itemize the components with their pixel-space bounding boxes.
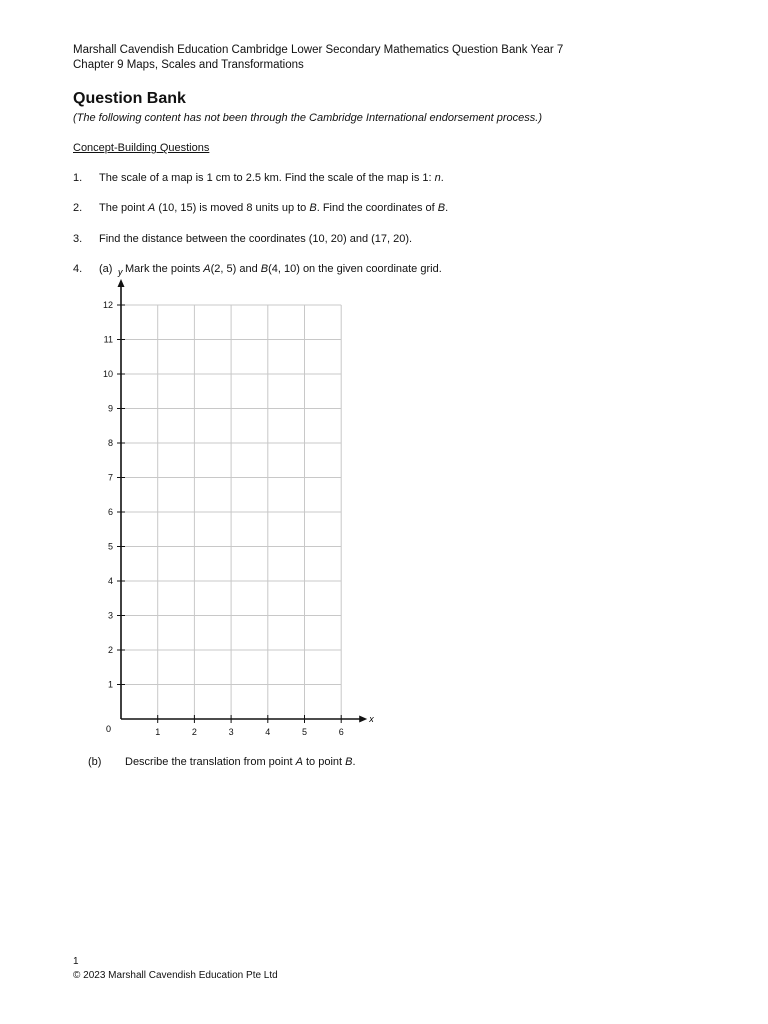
question-number: 1. <box>73 172 83 184</box>
tick-marks <box>117 305 341 723</box>
question-text: Mark the points <box>125 263 204 275</box>
question-variable: B <box>437 202 446 214</box>
y-tick-label: 6 <box>107 507 113 517</box>
y-tick-label: 8 <box>107 438 113 448</box>
question-text: . <box>352 756 356 768</box>
x-tick-label: 4 <box>265 727 271 737</box>
copyright-notice: © 2023 Marshall Cavendish Education Pte Ltd <box>73 970 278 981</box>
section-heading: Concept-Building Questions <box>73 142 210 154</box>
question-text: The point <box>99 202 148 214</box>
tick-labels <box>103 300 344 737</box>
origin-label: 0 <box>105 724 111 734</box>
question-number: 4. <box>73 263 83 275</box>
question-number: 3. <box>73 233 83 245</box>
y-tick-label: 7 <box>107 472 113 483</box>
question-variable: B <box>309 202 317 214</box>
question-part-label: (b) <box>88 756 102 768</box>
x-axis-arrow <box>359 716 367 723</box>
y-tick-label: 11 <box>103 334 113 345</box>
y-tick-label: 10 <box>102 369 113 379</box>
y-axis-arrow <box>118 279 125 287</box>
question-number: 2. <box>73 202 83 214</box>
x-tick-label: 6 <box>338 727 344 737</box>
question-variable: B <box>260 263 269 275</box>
question-variable: n <box>434 172 441 184</box>
x-tick-label: 3 <box>228 727 234 737</box>
y-tick-label: 4 <box>107 576 113 586</box>
question-4a <box>73 263 442 275</box>
page-title: Question Bank <box>73 90 186 107</box>
page-number: 1 <box>73 956 79 967</box>
question-variable: A <box>295 756 303 768</box>
question-1 <box>73 172 444 184</box>
question-text: (10, 15) is moved 8 units up to <box>155 202 310 214</box>
header-line-2: Chapter 9 Maps, Scales and Transformations <box>73 59 304 71</box>
y-tick-label: 12 <box>102 300 113 310</box>
document-header <box>73 43 563 73</box>
y-tick-label: 9 <box>107 403 113 414</box>
question-text: The scale of a map is 1 cm to 2.5 km. Find the scale of the map is 1: <box>99 172 435 184</box>
question-3 <box>73 233 412 245</box>
endorsement-note: (The following content has not been through the Cambridge International endorsement process.) <box>73 112 543 124</box>
question-text: (2, 5) and <box>210 263 261 275</box>
question-4b <box>88 756 356 768</box>
x-tick-label: 2 <box>191 727 197 737</box>
question-text: (4, 10) on the given coordinate grid. <box>268 263 442 275</box>
y-axis-label: y <box>118 267 123 277</box>
question-text-end: . <box>440 172 444 184</box>
grid-lines <box>121 305 341 719</box>
y-tick-label: 2 <box>107 645 113 655</box>
question-2 <box>73 202 448 214</box>
document-footer <box>73 955 278 983</box>
x-axis-label: x <box>369 714 374 724</box>
y-tick-label: 1 <box>107 679 113 690</box>
x-tick-label: 1 <box>155 727 161 737</box>
question-text: . Find the coordinates of <box>316 202 438 214</box>
y-tick-label: 5 <box>107 541 113 552</box>
question-text: Find the distance between the coordinates (10, 20) and (17, 20). <box>99 233 413 245</box>
header-line-1: Marshall Cavendish Education Cambridge Lower Secondary Mathematics Question Bank Year 7 <box>73 44 564 56</box>
question-variable: B <box>345 756 353 768</box>
question-part-label: (a) <box>99 263 113 275</box>
y-tick-label: 3 <box>107 610 113 621</box>
question-text: to point <box>302 756 346 768</box>
question-variable: A <box>147 202 156 214</box>
question-variable: A <box>203 263 211 275</box>
x-tick-label: 5 <box>301 727 308 737</box>
axes <box>118 279 368 723</box>
question-text: Describe the translation from point <box>125 756 296 768</box>
question-text: . <box>445 202 449 214</box>
